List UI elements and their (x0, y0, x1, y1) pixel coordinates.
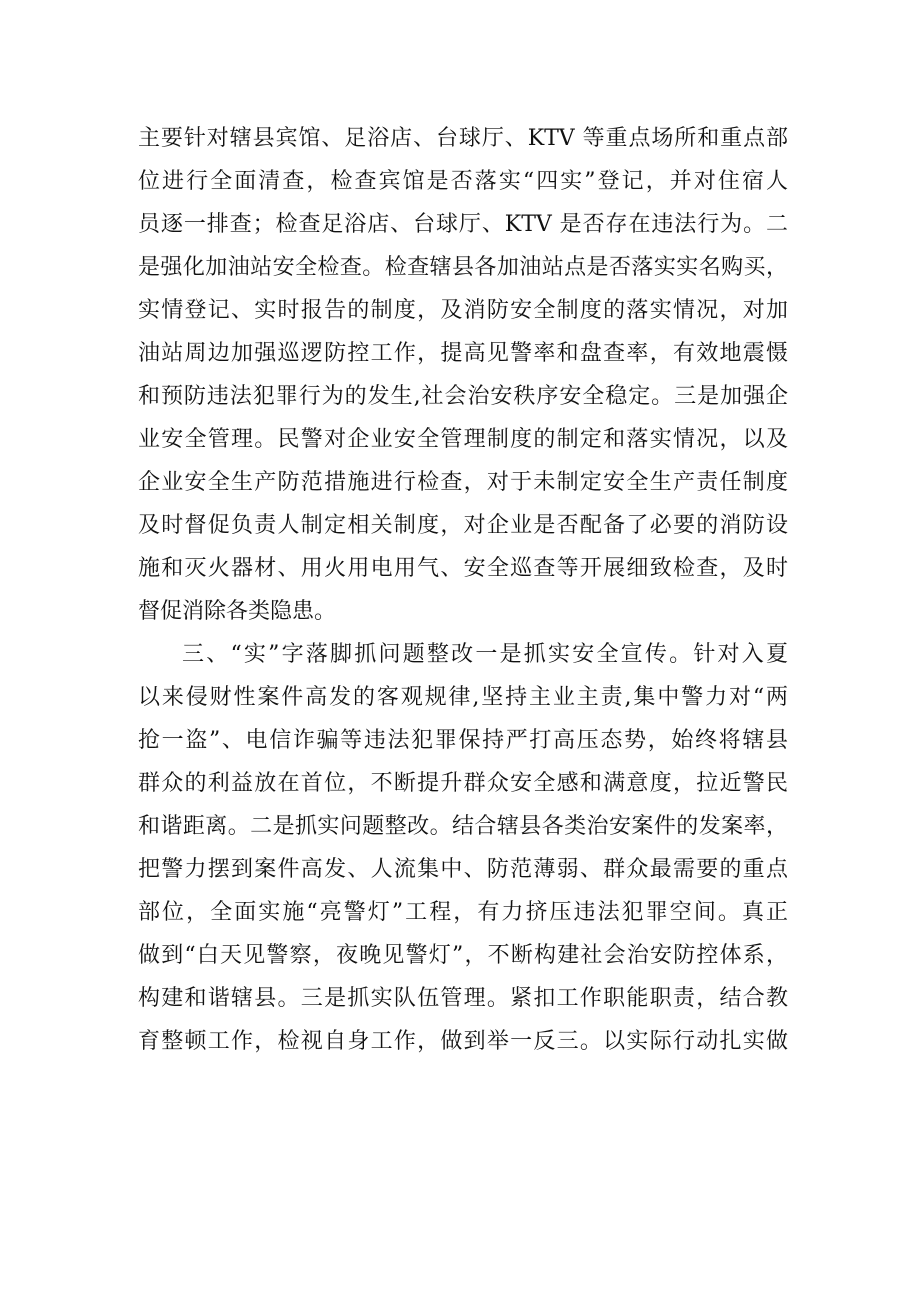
text-line: 部位，全面实施“亮警灯”工程，有力挤压违法犯罪空间。真正 (138, 900, 788, 925)
text-line: 施和灭火器材、用火用电用气、安全巡查等开展细致检查，及时 (138, 556, 788, 581)
text-line: 员逐一排查；检查足浴店、台球厅、KTV 是否存在违法行为。二 (138, 212, 788, 237)
text-line: 以来侵财性案件高发的客观规律,坚持主业主责,集中警力对“两 (138, 685, 788, 710)
text-line: 业安全管理。民警对企业安全管理制度的制定和落实情况，以及 (138, 427, 788, 452)
text-line: 是强化加油站安全检查。检查辖县各加油站点是否落实实名购买， (138, 255, 788, 280)
text-line: 做到“白天见警察，夜晚见警灯”，不断构建社会治安防控体系， (138, 943, 788, 968)
text-line: 三、“实”字落脚抓问题整改一是抓实安全宣传。针对入夏 (182, 642, 788, 667)
paragraph-1 (138, 117, 788, 633)
text-line: 群众的利益放在首位，不断提升群众安全感和满意度，拉近警民 (138, 771, 788, 796)
paragraph-2 (138, 633, 788, 1063)
text-line: 及时督促负责人制定相关制度，对企业是否配备了必要的消防设 (138, 513, 788, 538)
text-line: 主要针对辖县宾馆、足浴店、台球厅、KTV 等重点场所和重点部 (138, 126, 788, 151)
text-line: 抢一盗”、电信诈骗等违法犯罪保持严打高压态势，始终将辖县 (138, 728, 788, 753)
text-line: 和预防违法犯罪行为的发生,社会治安秩序安全稳定。三是加强企 (138, 384, 788, 409)
text-line: 督促消除各类隐患。 (138, 599, 337, 624)
text-line: 位进行全面清查，检查宾馆是否落实“四实”登记，并对住宿人 (138, 169, 788, 194)
text-line: 和谐距离。二是抓实问题整改。结合辖县各类治安案件的发案率， (138, 814, 788, 839)
text-line: 油站周边加强巡逻防控工作，提高见警率和盘查率，有效地震慑 (138, 341, 788, 366)
text-line: 把警力摆到案件高发、人流集中、防范薄弱、群众最需要的重点 (138, 857, 788, 882)
text-line: 育整顿工作，检视自身工作，做到举一反三。以实际行动扎实做 (138, 1029, 788, 1054)
document-body (138, 117, 788, 1063)
text-line: 构建和谐辖县。三是抓实队伍管理。紧扣工作职能职责，结合教 (138, 986, 788, 1011)
text-line: 企业安全生产防范措施进行检查，对于未制定安全生产责任制度 (138, 470, 788, 495)
text-line: 实情登记、实时报告的制度，及消防安全制度的落实情况，对加 (138, 298, 788, 323)
